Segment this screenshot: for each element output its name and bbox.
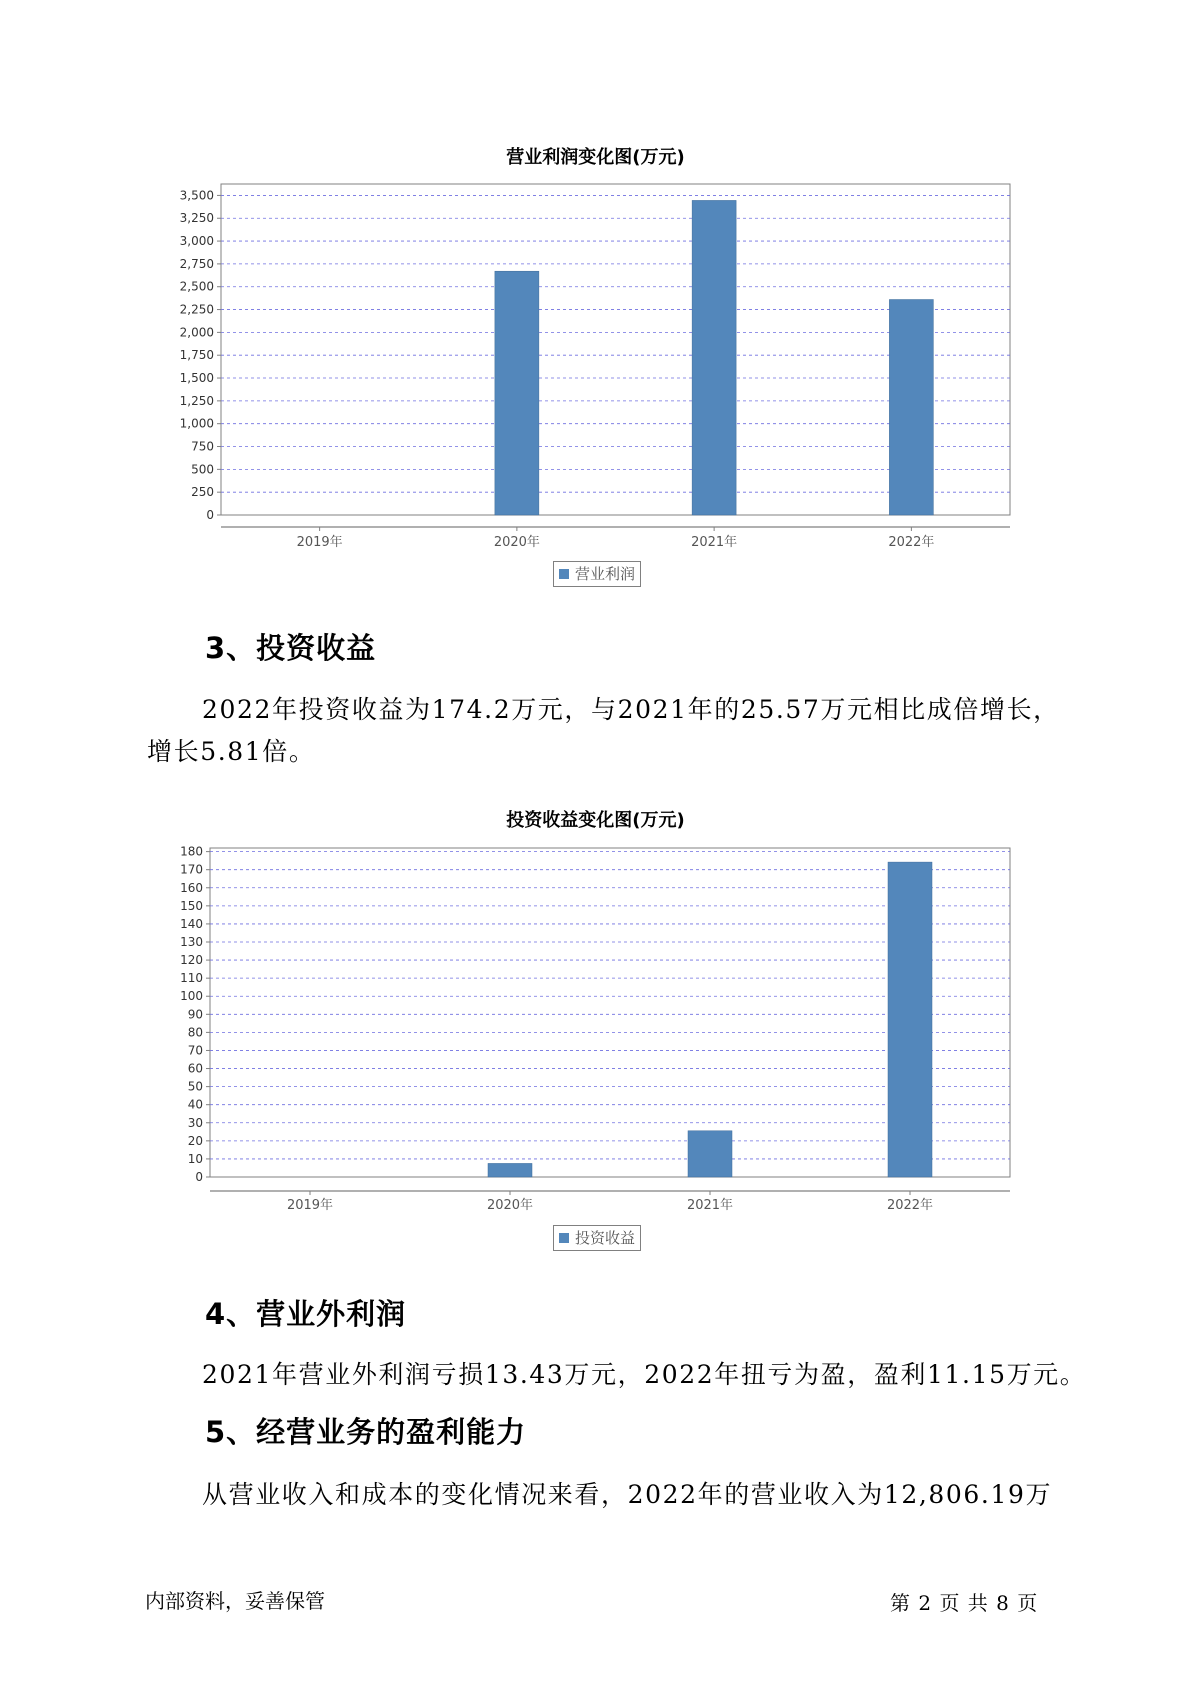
y-tick-label: 150 [180,898,203,913]
y-tick-label: 50 [187,1079,203,1094]
bar [488,1163,532,1177]
section-4-title: 4、营业外利润 [205,1297,407,1331]
y-tick-label: 80 [187,1025,203,1040]
y-tick-label: 500 [191,462,214,477]
y-tick-label: 10 [187,1151,203,1166]
y-tick-label: 0 [206,508,214,522]
y-tick-label: 1,000 [179,416,214,431]
x-tick-label: 2019年 [296,535,343,550]
section-4-text-line1: 2021年营业外利润亏损13.43万元，2022年扭亏为盈，盈利11.15万元。 [202,1360,1087,1389]
y-tick-label: 20 [187,1133,203,1148]
y-tick-label: 110 [180,971,203,986]
x-tick-label: 2022年 [886,1198,934,1213]
legend-label: 投资收益 [575,1229,636,1247]
y-tick-label: 170 [180,862,203,877]
y-tick-label: 3,250 [179,211,214,226]
bar [888,862,932,1177]
y-tick-label: 0 [195,1170,203,1184]
section-3-title: 3、投资收益 [205,631,377,665]
x-tick-label: 2022年 [888,535,935,550]
x-tick-label: 2020年 [486,1198,534,1213]
x-tick-label: 2019年 [286,1198,334,1213]
section-5-title: 5、经营业务的盈利能力 [205,1415,527,1449]
y-tick-label: 130 [180,935,203,949]
y-tick-label: 1,750 [179,348,214,363]
y-tick-label: 90 [187,1007,203,1022]
x-tick-label: 2021年 [691,535,738,550]
footer-page-number: 第 2 页 共 8 页 [890,1591,1039,1615]
y-tick-label: 2,500 [179,279,214,294]
x-tick-label: 2020年 [493,535,540,550]
y-tick-label: 3,500 [179,188,214,203]
chart-title: 投资收益变化图(万元) [506,810,685,831]
y-tick-label: 3,000 [179,234,214,249]
legend-label: 营业利润 [575,565,636,583]
section-3-text-line2: 增长5.81倍。 [147,737,316,766]
y-tick-label: 750 [191,439,214,454]
y-tick-label: 70 [187,1043,203,1058]
y-tick-label: 160 [180,880,203,895]
y-tick-label: 2,000 [179,325,214,340]
y-tick-label: 60 [187,1061,203,1076]
bar [688,1131,732,1177]
section-5-text-line1: 从营业收入和成本的变化情况来看，2022年的营业收入为12,806.19万 [202,1480,1053,1509]
y-tick-label: 2,250 [179,302,214,317]
y-tick-label: 30 [187,1115,203,1130]
legend-swatch [559,1233,569,1243]
chart-legend [553,1225,641,1251]
y-tick-label: 1,250 [179,393,214,408]
x-tick-label: 2021年 [686,1198,734,1213]
y-tick-label: 100 [180,989,203,1004]
y-tick-label: 1,500 [179,371,214,386]
y-tick-label: 250 [191,485,214,500]
footer-confidential: 内部资料，妥善保管 [145,1589,325,1613]
chart-title: 营业利润变化图(万元) [506,147,685,168]
y-tick-label: 140 [180,916,203,931]
y-tick-label: 120 [180,953,203,968]
y-tick-label: 2,750 [179,256,214,271]
y-tick-label: 180 [180,844,203,859]
section-3-text-line1: 2022年投资收益为174.2万元，与2021年的25.57万元相比成倍增长， [202,695,1060,724]
y-tick-label: 40 [187,1097,203,1112]
